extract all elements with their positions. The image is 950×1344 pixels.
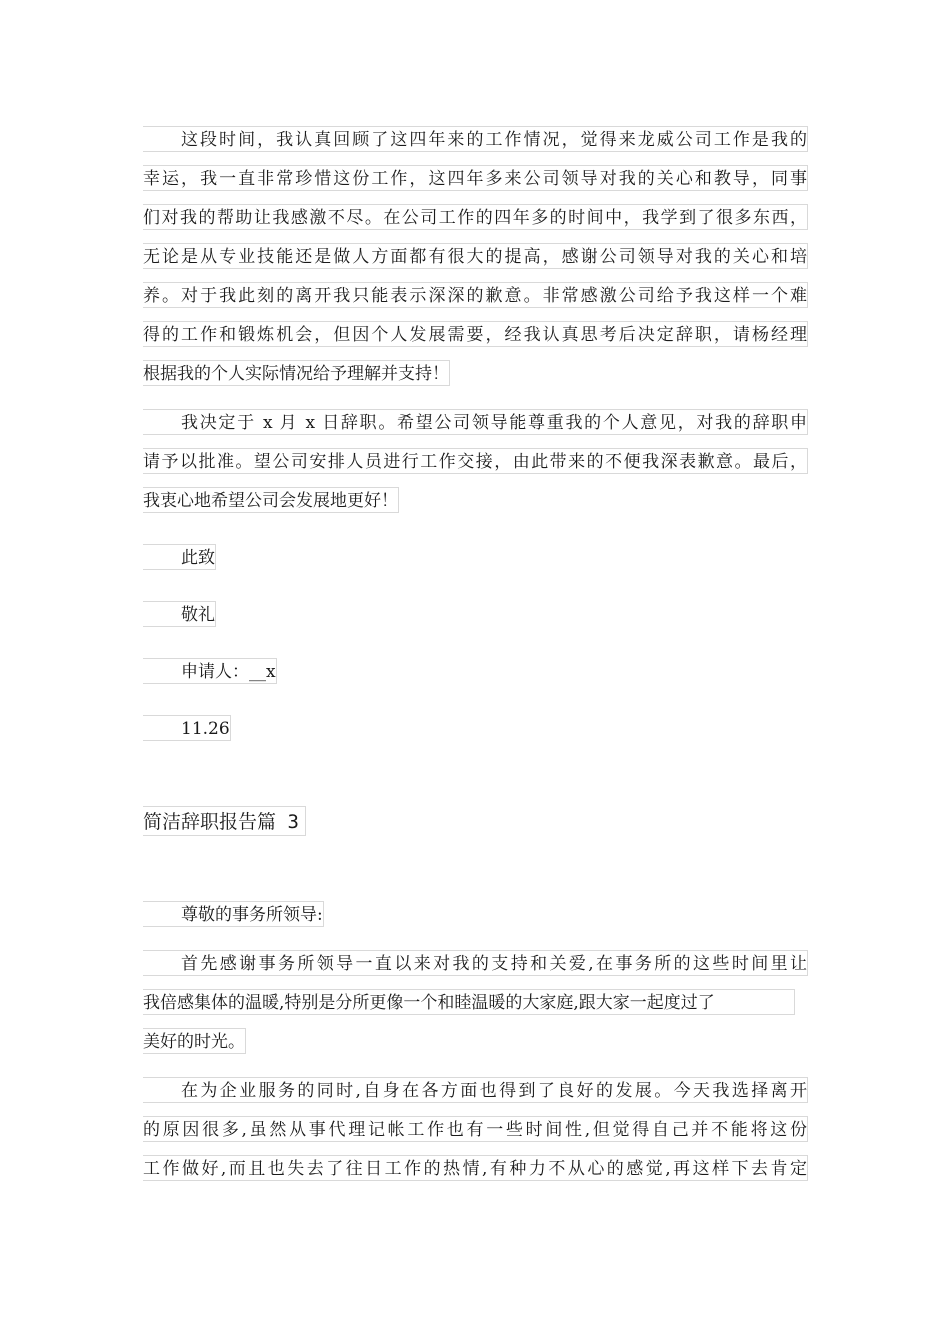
text-line: 11.26 — [143, 715, 231, 741]
text-line: 我衷心地希望公司会发展地更好！ — [143, 487, 399, 513]
text-line: 我决定于 x 月 x 日辞职。希望公司领导能尊重我的个人意见，对我的辞职申 — [143, 409, 808, 435]
text-line: 工作做好,而且也失去了往日工作的热情,有种力不从心的感觉,再这样下去肯定 — [143, 1155, 808, 1181]
paragraph-thanks — [143, 950, 808, 1054]
section-heading: 简洁辞职报告篇 3 — [143, 806, 306, 836]
text-line: 敬礼 — [143, 601, 216, 627]
text-line: 根据我的个人实际情况给予理解并支持！ — [143, 360, 450, 386]
letter-date — [143, 715, 808, 741]
paragraph-reasons — [143, 1077, 808, 1181]
text-line: 这段时间，我认真回顾了这四年来的工作情况，觉得来龙威公司工作是我的 — [143, 126, 808, 152]
text-line: 无论是从专业技能还是做人方面都有很大的提高，感谢公司领导对我的关心和培 — [143, 243, 808, 269]
text-line: 请予以批准。望公司安排人员进行工作交接，由此带来的不便我深表歉意。最后， — [143, 448, 808, 474]
text-line: 首先感谢事务所领导一直以来对我的支持和关爱,在事务所的这些时间里让 — [143, 950, 808, 976]
paragraph-reflection — [143, 126, 808, 386]
text-line: 此致 — [143, 544, 216, 570]
text-line: 们对我的帮助让我感激不尽。在公司工作的四年多的时间中，我学到了很多东西， — [143, 204, 808, 230]
closing-salutation — [143, 544, 808, 570]
text-line: 我倍感集体的温暖,特别是分所更像一个和睦温暖的大家庭,跟大家一起度过了 — [143, 989, 795, 1015]
closing-regards — [143, 601, 808, 627]
greeting — [143, 901, 808, 927]
text-line: 在为企业服务的同时,自身在各方面也得到了良好的发展。今天我选择离开 — [143, 1077, 808, 1103]
text-line: 得的工作和锻炼机会，但因个人发展需要，经我认真思考后决定辞职，请杨经理 — [143, 321, 808, 347]
text-line: 申请人：__x — [143, 658, 277, 684]
paragraph-resignation-date — [143, 409, 808, 513]
text-line: 的原因很多,虽然从事代理记帐工作也有一些时间性,但觉得自己并不能将这份 — [143, 1116, 808, 1142]
text-line: 养。对于我此刻的离开我只能表示深深的歉意。非常感激公司给予我这样一个难 — [143, 282, 808, 308]
document-page — [143, 126, 808, 1194]
text-line: 尊敬的事务所领导: — [143, 901, 324, 927]
section-heading-block — [143, 806, 808, 836]
text-line: 幸运，我一直非常珍惜这份工作，这四年多来公司领导对我的关心和教导，同事 — [143, 165, 808, 191]
applicant-signature — [143, 658, 808, 684]
text-line: 美好的时光。 — [143, 1028, 246, 1054]
